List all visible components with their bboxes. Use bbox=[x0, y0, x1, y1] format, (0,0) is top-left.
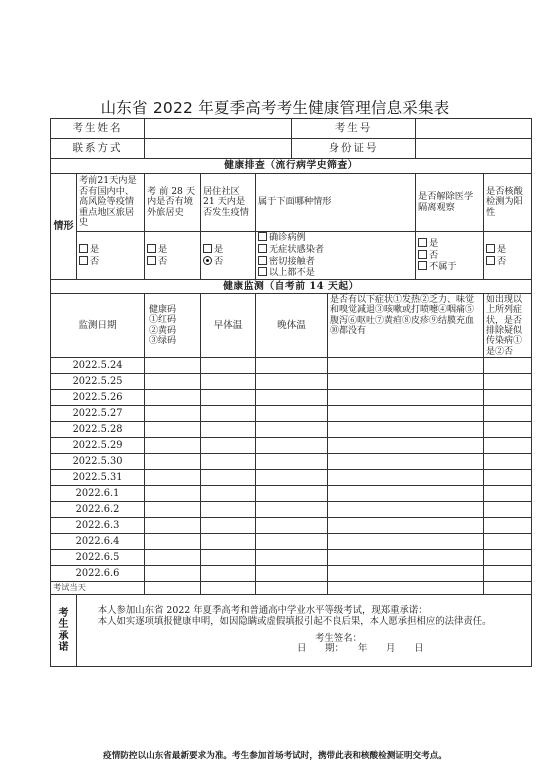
symptoms-cell[interactable] bbox=[328, 374, 484, 390]
infection-cell[interactable] bbox=[484, 358, 532, 374]
checkbox-option[interactable]: 否 bbox=[79, 256, 142, 268]
health-code-cell[interactable] bbox=[145, 486, 201, 502]
monitor-date: 2022.5.30 bbox=[51, 454, 145, 470]
checkbox-icon bbox=[258, 244, 267, 253]
selected-radio-icon bbox=[203, 256, 212, 265]
evening-temp-cell[interactable] bbox=[256, 534, 328, 550]
symptoms-cell[interactable] bbox=[328, 358, 484, 374]
morning-temp-cell[interactable] bbox=[201, 502, 256, 518]
morning-temp-cell[interactable] bbox=[201, 406, 256, 422]
question-community-outbreak: 居住社区 21 天内是否发生疫情 bbox=[201, 174, 256, 232]
checkbox-option[interactable]: 否 bbox=[418, 250, 481, 262]
checkbox-icon bbox=[79, 256, 88, 265]
evening-temp-cell[interactable] bbox=[256, 502, 328, 518]
morning-temp-cell[interactable] bbox=[201, 374, 256, 390]
monitor-date: 2022.5.31 bbox=[51, 470, 145, 486]
morning-temp-cell[interactable] bbox=[201, 582, 256, 595]
monitor-date: 2022.6.1 bbox=[51, 486, 145, 502]
screening-header: 健康排查（流行病学史筛查） bbox=[51, 159, 532, 174]
infection-cell[interactable] bbox=[484, 374, 532, 390]
exam-number-field[interactable] bbox=[416, 119, 532, 139]
health-code-cell[interactable] bbox=[145, 534, 201, 550]
answer-community-outbreak bbox=[201, 232, 256, 280]
symptoms-cell[interactable] bbox=[328, 470, 484, 486]
answer-overseas-travel bbox=[145, 232, 201, 280]
question-nucleic-positive: 是否核酸检测为阳性 bbox=[484, 174, 532, 232]
monitor-date: 2022.5.24 bbox=[51, 358, 145, 374]
contact-label: 联系方式 bbox=[51, 139, 145, 159]
checkbox-option[interactable]: 是 bbox=[79, 244, 142, 256]
checkbox-option[interactable]: 否 bbox=[486, 256, 529, 268]
symptoms-cell[interactable] bbox=[328, 454, 484, 470]
health-code-cell[interactable] bbox=[145, 502, 201, 518]
question-overseas-travel: 考 前 28 天内是否有境外旅居史 bbox=[145, 174, 201, 232]
evening-temp-cell[interactable] bbox=[256, 438, 328, 454]
symptoms-cell[interactable] bbox=[328, 438, 484, 454]
symptoms-cell[interactable] bbox=[328, 502, 484, 518]
checkbox-icon bbox=[258, 267, 267, 276]
health-code-cell[interactable] bbox=[145, 438, 201, 454]
monitor-date: 2022.6.3 bbox=[51, 518, 145, 534]
symptoms-cell[interactable] bbox=[328, 390, 484, 406]
pledge-text: 本人参加山东省 2022 年夏季高考和普通高中学业水平等级考试，现郑重承诺： 本人如实逐项填报健康申明，如因隐瞒或虚假填报引起不良后果，本人愿承担相应的法律责任。 考生签名： 日 期： 年 月 日 bbox=[77, 595, 532, 667]
question-case-type: 属于下面哪种情形 bbox=[256, 174, 416, 232]
checkbox-icon bbox=[486, 244, 495, 253]
health-code-cell[interactable] bbox=[145, 374, 201, 390]
evening-temp-cell[interactable] bbox=[256, 406, 328, 422]
contact-field[interactable] bbox=[145, 139, 292, 159]
symptoms-cell[interactable] bbox=[328, 550, 484, 566]
evening-temp-column-header: 晚体温 bbox=[256, 294, 328, 358]
checkbox-option[interactable]: 是 bbox=[418, 238, 481, 250]
checkbox-icon bbox=[486, 256, 495, 265]
checkbox-icon bbox=[203, 244, 212, 253]
monitor-date: 2022.6.2 bbox=[51, 502, 145, 518]
checkbox-icon bbox=[79, 244, 88, 253]
exam-number-label: 考生号 bbox=[292, 119, 416, 139]
checkbox-icon bbox=[418, 261, 427, 270]
evening-temp-cell[interactable] bbox=[256, 374, 328, 390]
infection-cell[interactable] bbox=[484, 566, 532, 582]
health-code-cell[interactable] bbox=[145, 390, 201, 406]
infection-cell[interactable] bbox=[484, 534, 532, 550]
symptoms-cell[interactable] bbox=[328, 486, 484, 502]
health-code-cell[interactable] bbox=[145, 358, 201, 374]
evening-temp-cell[interactable] bbox=[256, 470, 328, 486]
symptoms-cell[interactable] bbox=[328, 518, 484, 534]
symptoms-cell[interactable] bbox=[328, 406, 484, 422]
radio-option-selected[interactable]: 否 bbox=[203, 256, 253, 268]
checkbox-option[interactable]: 是 bbox=[203, 244, 253, 256]
morning-temp-cell[interactable] bbox=[201, 422, 256, 438]
checkbox-option[interactable]: 不属于 bbox=[418, 261, 481, 273]
infection-cell[interactable] bbox=[484, 454, 532, 470]
checkbox-option[interactable]: 以上都不是 bbox=[258, 267, 413, 279]
checkbox-icon bbox=[258, 256, 267, 265]
name-field[interactable] bbox=[145, 119, 292, 139]
morning-temp-cell[interactable] bbox=[201, 470, 256, 486]
monitor-date: 2022.5.29 bbox=[51, 438, 145, 454]
infection-excluded-column-header: 如出现以上所列症状，是否排除疑似传染病①是②否 bbox=[484, 294, 532, 358]
monitor-date: 2022.6.4 bbox=[51, 534, 145, 550]
infection-cell[interactable] bbox=[484, 502, 532, 518]
answer-quarantine-release bbox=[416, 232, 484, 280]
signature-date-field[interactable]: 日 期： 年 月 日 bbox=[297, 643, 424, 655]
pledge-label: 考 生 承 诺 bbox=[51, 595, 77, 667]
infection-cell[interactable] bbox=[484, 582, 532, 595]
question-quarantine-release: 是否解除医学隔离观察 bbox=[416, 174, 484, 232]
evening-temp-cell[interactable] bbox=[256, 422, 328, 438]
morning-temp-cell[interactable] bbox=[201, 566, 256, 582]
infection-cell[interactable] bbox=[484, 422, 532, 438]
checkbox-option[interactable]: 是 bbox=[486, 244, 529, 256]
health-code-cell[interactable] bbox=[145, 566, 201, 582]
id-number-label: 身份证号 bbox=[292, 139, 416, 159]
morning-temp-column-header: 早体温 bbox=[201, 294, 256, 358]
morning-temp-cell[interactable] bbox=[201, 534, 256, 550]
signature-field[interactable]: 考生签名： bbox=[315, 632, 362, 644]
evening-temp-cell[interactable] bbox=[256, 390, 328, 406]
situation-label: 情形 bbox=[51, 174, 77, 280]
checkbox-icon bbox=[418, 250, 427, 259]
health-code-cell[interactable] bbox=[145, 422, 201, 438]
symptoms-cell[interactable] bbox=[328, 422, 484, 438]
evening-temp-cell[interactable] bbox=[256, 518, 328, 534]
answer-nucleic-positive bbox=[484, 232, 532, 280]
id-number-field[interactable] bbox=[416, 139, 532, 159]
footnote: 疫情防控以山东省最新要求为准。考生参加首场考试时，携带此表和核酸检测证明交考点。 bbox=[103, 751, 447, 761]
health-code-cell[interactable] bbox=[145, 518, 201, 534]
checkbox-icon bbox=[418, 238, 427, 247]
monitoring-header: 健康监测（自考前 14 天起） bbox=[51, 280, 532, 294]
checkbox-option[interactable]: 确诊病例 bbox=[258, 232, 413, 244]
monitor-date: 2022.5.26 bbox=[51, 390, 145, 406]
answer-domestic-travel bbox=[77, 232, 145, 280]
date-column-header: 监测日期 bbox=[51, 294, 145, 358]
infection-cell[interactable] bbox=[484, 486, 532, 502]
infection-cell[interactable] bbox=[484, 406, 532, 422]
answer-case-type bbox=[256, 232, 416, 280]
morning-temp-cell[interactable] bbox=[201, 438, 256, 454]
infection-cell[interactable] bbox=[484, 438, 532, 454]
evening-temp-cell[interactable] bbox=[256, 582, 328, 595]
infection-cell[interactable] bbox=[484, 550, 532, 566]
evening-temp-cell[interactable] bbox=[256, 454, 328, 470]
evening-temp-cell[interactable] bbox=[256, 550, 328, 566]
checkbox-option[interactable]: 无症状感染者 bbox=[258, 244, 413, 256]
health-info-form bbox=[50, 118, 532, 667]
question-domestic-travel: 考前21天内是否有国内中、高风险等疫情重点地区旅居史 bbox=[77, 174, 145, 232]
page-title: 山东省 2022 年夏季高考考生健康管理信息采集表 bbox=[100, 99, 450, 117]
health-code-column-header: 健康码 ①红码 ②黄码 ③绿码 bbox=[145, 294, 201, 358]
health-code-cell[interactable] bbox=[145, 406, 201, 422]
health-code-cell[interactable] bbox=[145, 470, 201, 486]
evening-temp-cell[interactable] bbox=[256, 358, 328, 374]
monitor-date: 2022.6.6 bbox=[51, 566, 145, 582]
health-code-cell[interactable] bbox=[145, 550, 201, 566]
health-code-cell[interactable] bbox=[145, 582, 201, 595]
monitor-date: 2022.6.5 bbox=[51, 550, 145, 566]
exam-day-label: 考试当天 bbox=[51, 582, 145, 595]
infection-cell[interactable] bbox=[484, 518, 532, 534]
infection-cell[interactable] bbox=[484, 390, 532, 406]
checkbox-icon bbox=[147, 244, 156, 253]
morning-temp-cell[interactable] bbox=[201, 390, 256, 406]
checkbox-option[interactable]: 否 bbox=[147, 256, 198, 268]
checkbox-icon bbox=[258, 232, 267, 241]
morning-temp-cell[interactable] bbox=[201, 358, 256, 374]
checkbox-option[interactable]: 是 bbox=[147, 244, 198, 256]
monitor-date: 2022.5.25 bbox=[51, 374, 145, 390]
symptoms-cell[interactable] bbox=[328, 566, 484, 582]
health-code-cell[interactable] bbox=[145, 454, 201, 470]
morning-temp-cell[interactable] bbox=[201, 486, 256, 502]
checkbox-option[interactable]: 密切接触者 bbox=[258, 256, 413, 268]
morning-temp-cell[interactable] bbox=[201, 518, 256, 534]
symptoms-cell[interactable] bbox=[328, 534, 484, 550]
morning-temp-cell[interactable] bbox=[201, 454, 256, 470]
symptoms-cell[interactable] bbox=[328, 582, 484, 595]
evening-temp-cell[interactable] bbox=[256, 486, 328, 502]
morning-temp-cell[interactable] bbox=[201, 550, 256, 566]
infection-cell[interactable] bbox=[484, 470, 532, 486]
evening-temp-cell[interactable] bbox=[256, 566, 328, 582]
monitor-date: 2022.5.27 bbox=[51, 406, 145, 422]
symptoms-column-header: 是否有以下症状①发热②乏力、味觉和嗅觉减退③咳嗽或打喷嚏④咽痛⑤腹泻⑥呕吐⑦黄疸⑧皮疹⑨结膜充血⑩都没有 bbox=[328, 294, 484, 358]
name-label: 考生姓名 bbox=[51, 119, 145, 139]
checkbox-icon bbox=[147, 256, 156, 265]
monitor-date: 2022.5.28 bbox=[51, 422, 145, 438]
